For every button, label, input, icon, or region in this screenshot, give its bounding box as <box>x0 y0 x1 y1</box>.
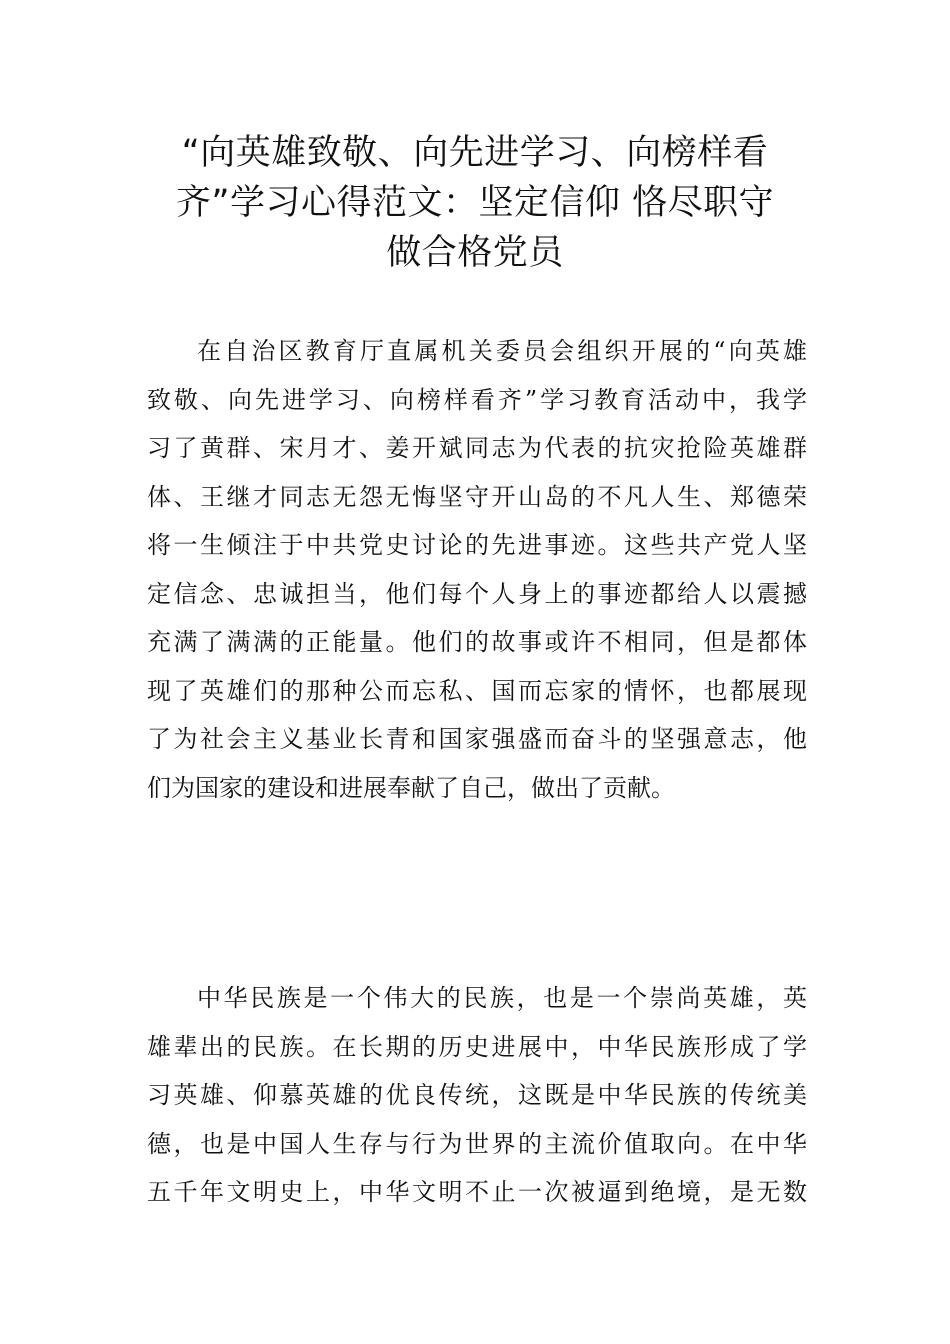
paragraph-line: 习英雄、仰慕英雄的优良传统，这既是中华民族的传统美 <box>147 1081 807 1109</box>
document-title <box>120 128 830 278</box>
paragraph-line: 定信念、忠诚担当，他们每个人身上的事迹都给人以震撼 <box>147 579 807 608</box>
paragraph-line: 充满了满满的正能量。他们的故事或许不相同，但是都体 <box>147 628 807 656</box>
paragraph-line: 了为社会主义基业长青和国家强盛而奋斗的坚强意志，他 <box>147 725 807 753</box>
paragraph-line: 习了黄群、宋月才、姜开斌同志为代表的抗灾抢险英雄群 <box>147 434 807 462</box>
body-paragraph-1 <box>147 327 807 812</box>
title-line: 齐”学习心得范文：坚定信仰 恪尽职守 <box>175 183 775 223</box>
paragraph-line: 致敬、向先进学习、向榜样看齐”学习教育活动中，我学 <box>147 385 807 414</box>
paragraph-line: 雄辈出的民族。在长期的历史进展中，中华民族形成了学 <box>147 1032 807 1061</box>
title-line: 做合格党员 <box>386 233 564 273</box>
paragraph-line: 在自治区教育厅直属机关委员会组织开展的“向英雄 <box>197 337 807 365</box>
paragraph-line: 中华民族是一个伟大的民族，也是一个崇尚英雄，英 <box>197 984 807 1012</box>
title-line: “向英雄致敬、向先进学习、向榜样看 <box>181 133 769 173</box>
paragraph-line: 现了英雄们的那种公而忘私、国而忘家的情怀，也都展现 <box>147 676 807 705</box>
paragraph-line: 德，也是中国人生存与行为世界的主流价值取向。在中华 <box>147 1129 807 1158</box>
paragraph-line: 将一生倾注于中共党史讨论的先进事迹。这些共产党人坚 <box>147 531 807 559</box>
paragraph-line: 体、王继才同志无怨无悔坚守开山岛的不凡人生、郑德荣 <box>147 482 807 511</box>
paragraph-line: 五千年文明史上，中华文明不止一次被逼到绝境，是无数 <box>147 1178 807 1206</box>
body-paragraph-2 <box>147 974 807 1217</box>
paragraph-line: 们为国家的建设和进展奉献了自己，做出了贡献。 <box>147 773 675 802</box>
